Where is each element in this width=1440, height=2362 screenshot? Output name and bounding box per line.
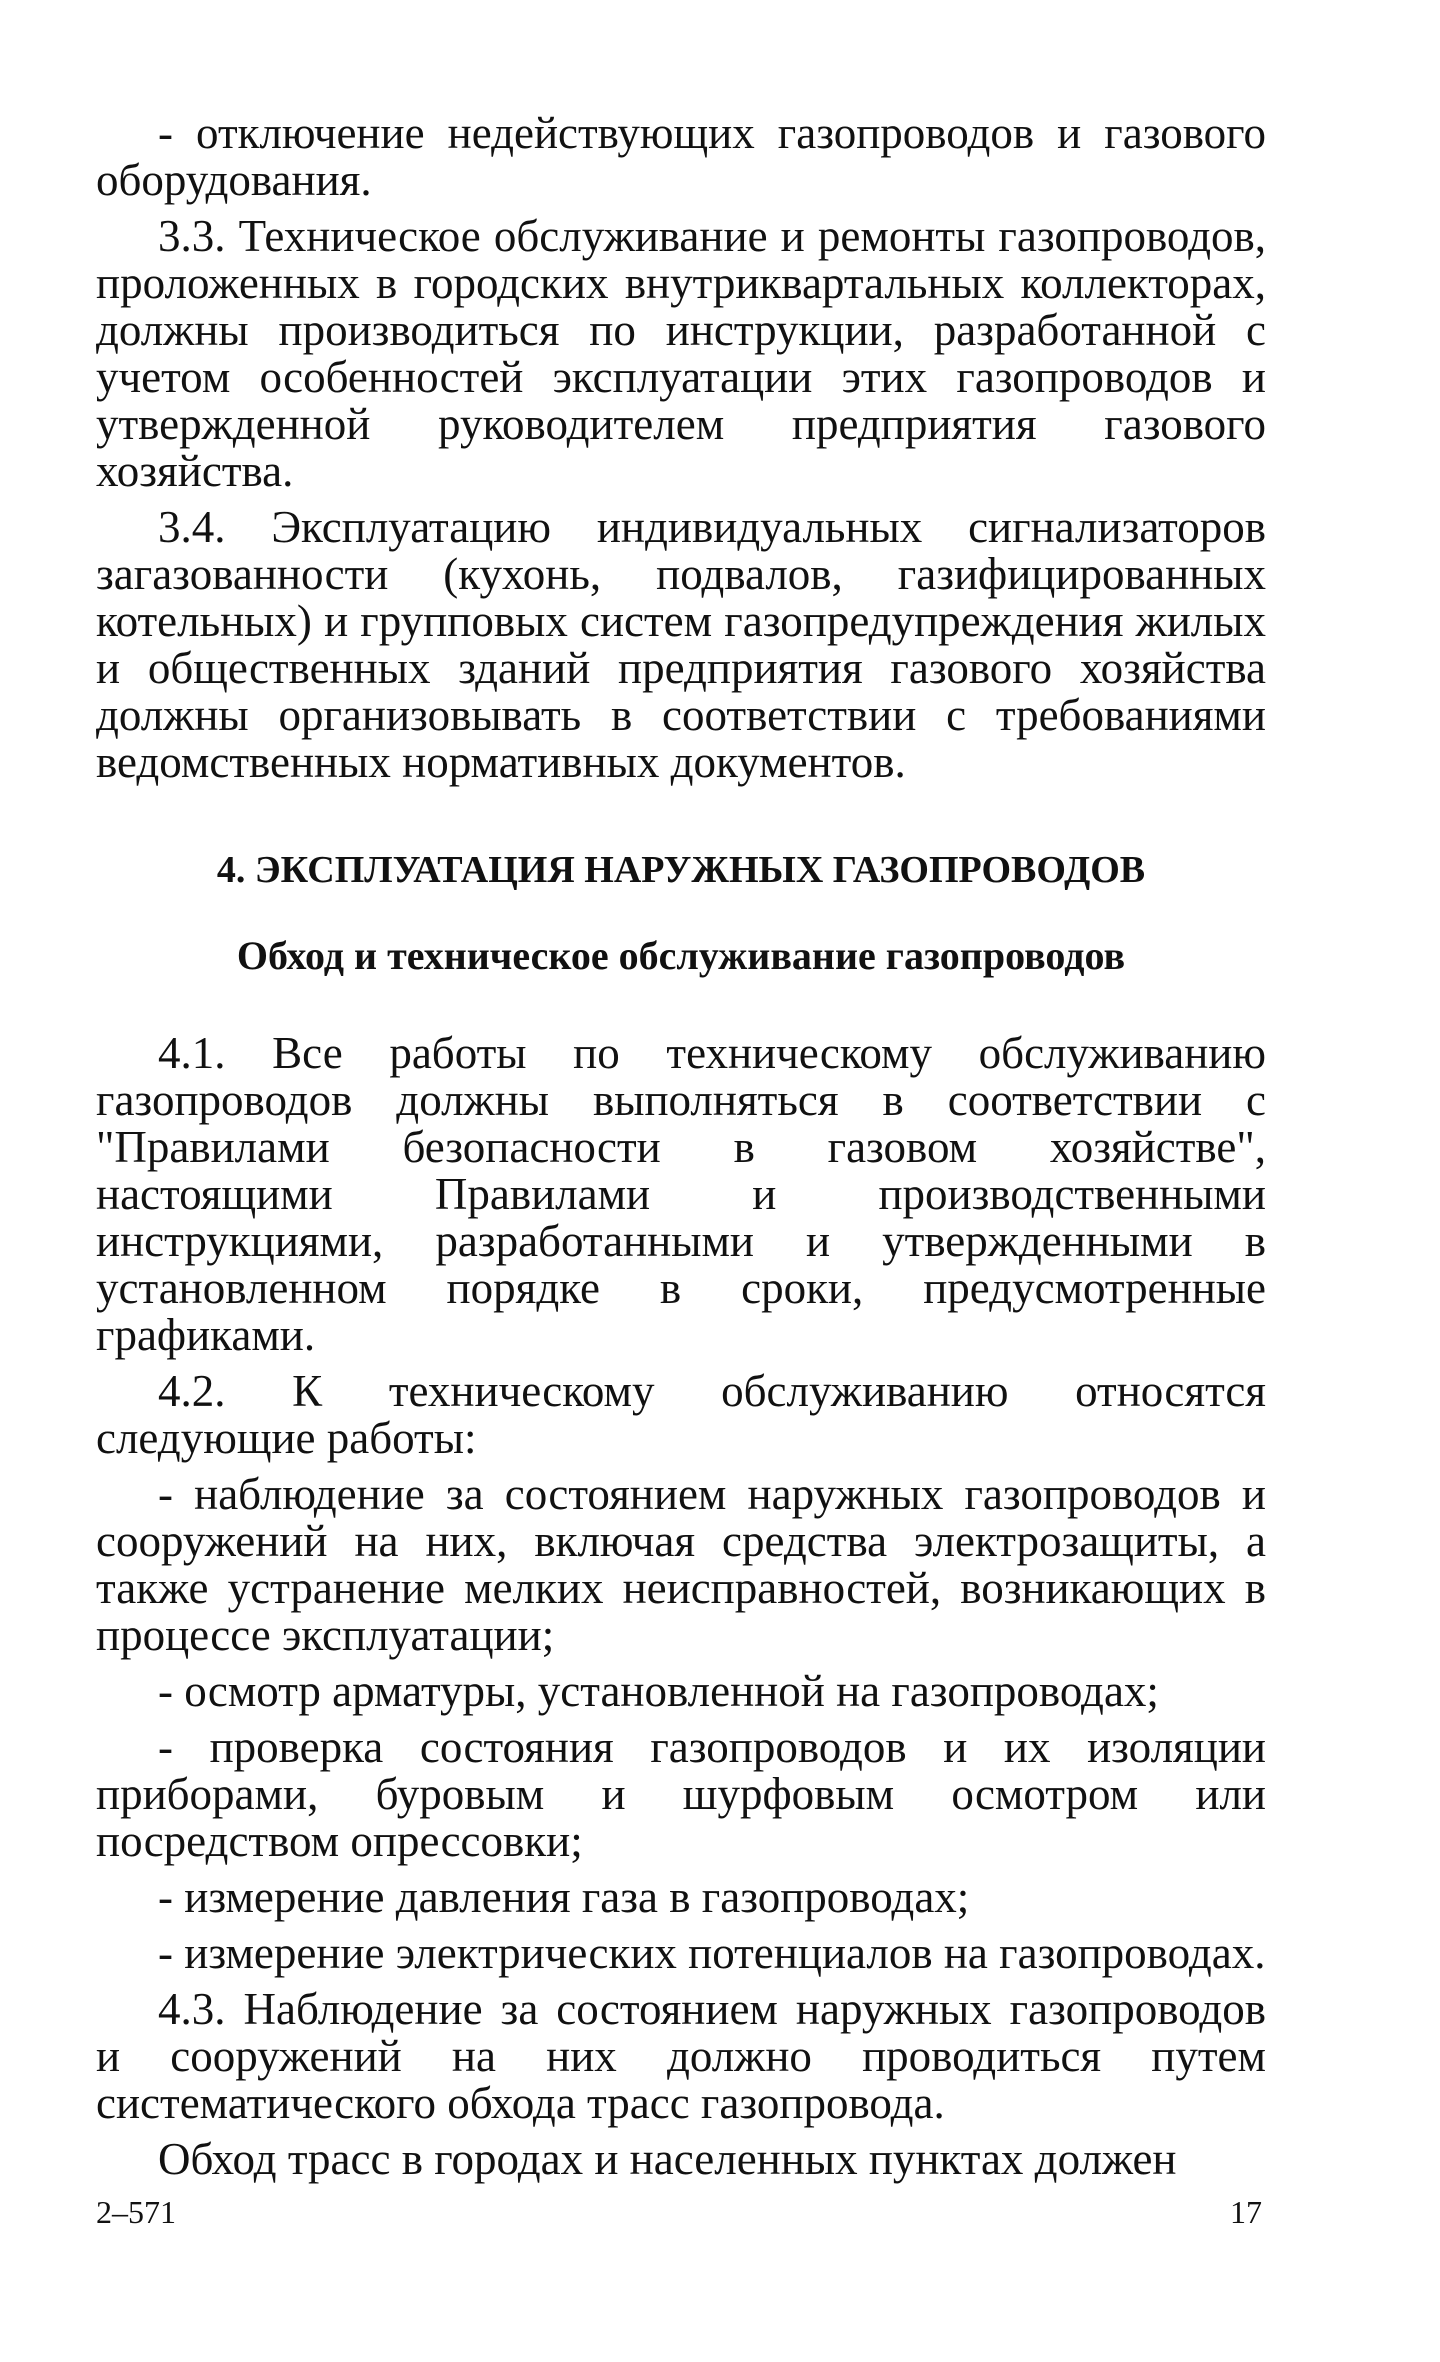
list-item-pressure: - измерение давления газа в газопроводах;: [158, 1872, 970, 1922]
subsection-title: Обход и техническое обслуживание газопроводов: [236, 933, 1126, 978]
paragraph-3-4: 3.4. Эксплуатацию индивидуальных сигнализаторов загазованности (кухонь, подвалов, газифицированных котельных) и групповых систем газопредупреждения жилых и общественных зданий предприятия газового хозяйства должны организовывать в соответствии с требованиями ведомственных нормативных документов.: [96, 502, 1266, 787]
paragraph-4-3: 4.3. Наблюдение за состоянием наружных газопроводов и сооружений на них должно проводиться путем систематического обхода трасс газопровода.: [96, 1984, 1266, 2128]
list-item-inspection: - осмотр арматуры, установленной на газопроводах;: [158, 1666, 1159, 1716]
footer-code: 2–571: [96, 2194, 176, 2230]
paragraph-disconnect: - отключение недействующих газопроводов и газового оборудования.: [96, 108, 1266, 205]
list-item-observation: - наблюдение за состоянием наружных газопроводов и сооружений на них, включая средства электрозащиты, а также устранение мелких неисправностей, возникающих в процессе эксплуатации;: [96, 1469, 1266, 1660]
list-item-potentials: - измерение электрических потенциалов на газопроводах.: [158, 1928, 1266, 1978]
page-number: 17: [1230, 2194, 1262, 2230]
paragraph-4-1: 4.1. Все работы по техническому обслуживанию газопроводов должны выполняться в соответствии с "Правилами безопасности в газовом хозяйстве", настоящими Правилами и производственными инструкциями, разработанными и утвержденными в установленном порядке в сроки, предусмотренные графиками.: [96, 1028, 1266, 1360]
list-item-check: - проверка состояния газопроводов и их изоляции приборами, буровым и шурфовым осмотром или посредством опрессовки;: [96, 1722, 1266, 1866]
page-body: [96, 110, 1266, 2192]
paragraph-route-walk: Обход трасс в городах и населенных пунктах должен: [158, 2134, 1177, 2184]
paragraph-4-2: 4.2. К техническому обслуживанию относятся следующие работы:: [96, 1366, 1266, 1463]
paragraph-3-3: 3.3. Техническое обслуживание и ремонты газопроводов, проложенных в городских внутриквартальных коллекторах, должны производиться по инструкции, разработанной с учетом особенностей эксплуатации этих газопроводов и утвержденной руководителем предприятия газового хозяйства.: [96, 211, 1266, 496]
section-title: 4. ЭКСПЛУАТАЦИЯ НАРУЖНЫХ ГАЗОПРОВОДОВ: [216, 849, 1146, 891]
